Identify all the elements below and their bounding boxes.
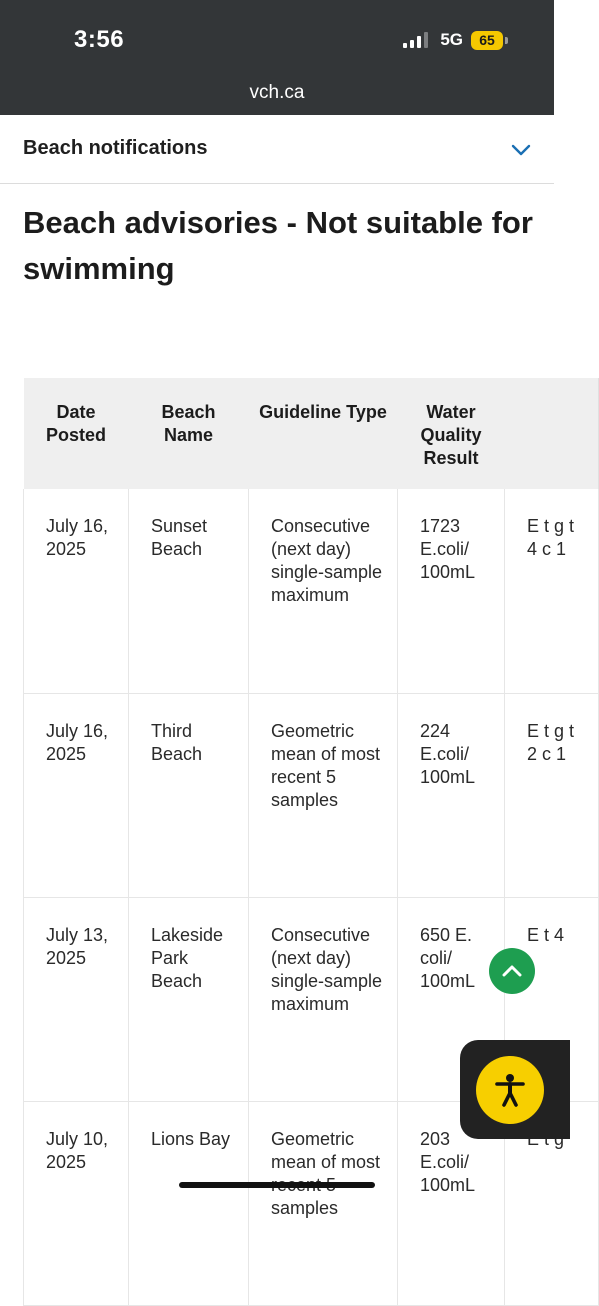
cell-extra: E t g t 4 c 1 [505, 489, 599, 693]
accordion-label: Beach notifications [23, 137, 208, 159]
cell-guideline: Geometric mean of most samples [249, 1101, 398, 1305]
advisories-table [23, 378, 599, 1306]
column-header-guideline: Guideline Type [249, 378, 398, 489]
column-header-beach: Beach Name [129, 378, 249, 489]
home-indicator [179, 1182, 375, 1188]
cell-extra: E t 4 [505, 897, 599, 1101]
column-header-date: Date Posted [24, 378, 129, 489]
beach-notifications-accordion[interactable] [0, 115, 554, 184]
cell-beach: Lions Bay [129, 1101, 249, 1305]
url-bar[interactable]: vch.ca [249, 82, 305, 103]
accessibility-button[interactable] [476, 1056, 544, 1124]
signal-icon [403, 32, 428, 48]
cell-date: July 10, 2025 [24, 1101, 129, 1305]
cell-date: July 16, 2025 [24, 489, 129, 693]
browser-top-bar [0, 0, 554, 115]
table-row [24, 693, 599, 897]
accessibility-panel [460, 1040, 570, 1139]
table-header-row [24, 378, 599, 489]
cell-date: July 13, 2025 [24, 897, 129, 1101]
cell-guideline: Consecutive (next day) single-sample maximum [249, 897, 398, 1101]
battery-level: 65 [471, 31, 503, 50]
back-to-top-button[interactable] [489, 948, 535, 994]
table-row [24, 489, 599, 693]
column-header-result: Water Quality Result [398, 378, 505, 489]
cell-result: 1723 E.coli/ 100mL [398, 489, 505, 693]
cell-result: 650 E. coli/ 100mL [398, 897, 505, 1101]
cell-guideline: Consecutive (next day) single-sample maximum [249, 489, 398, 693]
cell-result: 224 E.coli/ 100mL [398, 693, 505, 897]
status-time: 3:56 [74, 26, 125, 53]
column-header-extra [505, 378, 599, 489]
accessibility-person-icon [490, 1070, 530, 1110]
cell-beach: Sunset Beach [129, 489, 249, 693]
status-indicators [403, 30, 508, 50]
chevron-up-icon [500, 959, 524, 983]
cell-beach: Third Beach [129, 693, 249, 897]
cell-beach: Lakeside Park Beach [129, 897, 249, 1101]
chevron-down-icon[interactable] [510, 139, 532, 161]
cell-result: 203 E.coli/ 100mL [398, 1101, 505, 1305]
cell-date: July 16, 2025 [24, 693, 129, 897]
cell-extra: E t g t 2 c 1 [505, 693, 599, 897]
network-type: 5G [440, 30, 463, 49]
page-title: Beach advisories - Not suitable for swimming [23, 205, 533, 286]
cell-guideline: Geometric mean of most recent 5 samples [249, 693, 398, 897]
battery-icon [471, 31, 508, 50]
